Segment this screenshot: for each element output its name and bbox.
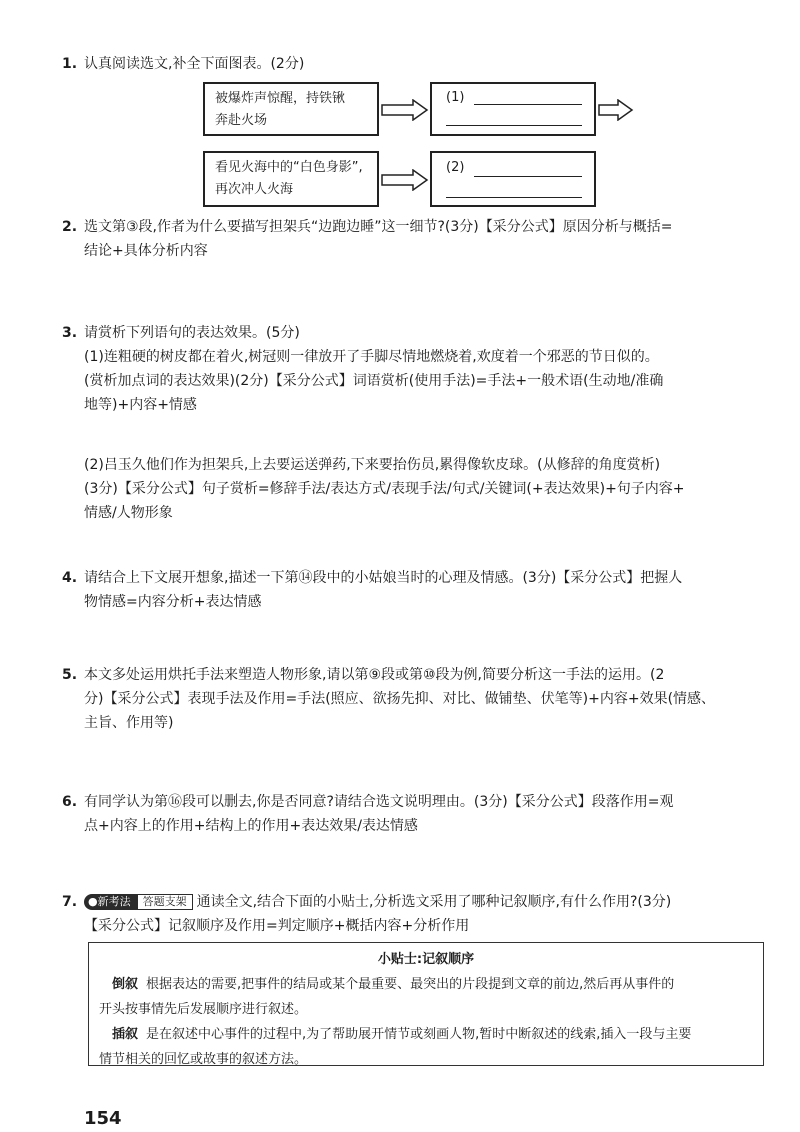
answer-blank-1b[interactable] [446, 125, 582, 126]
question-4 [62, 566, 762, 614]
event-box-1 [203, 82, 379, 136]
badge-label: 新考法 [97, 895, 131, 908]
question-line [84, 890, 762, 914]
question-line: (1)连粗硬的树皮都在着火,树冠则一律放开了手脚尽情地燃烧着,欢度着一个邪恶的节日似的。 [84, 349, 659, 365]
tip-term: 插叙 [112, 1027, 139, 1042]
question-number: 7. [62, 894, 78, 910]
question-line: 本文多处运用烘托手法来塑造人物形象,请以第⑨段或第⑩段为例,简要分析这一手法的运用。(2 [84, 667, 665, 683]
question-line: 有同学认为第⑯段可以删去,你是否同意?请结合选文说明理由。(3分)【采分公式】段落作用=观 [84, 794, 674, 810]
question-7 [62, 890, 762, 938]
event-box-1-line: 奔赴火场 [215, 113, 268, 128]
event-box-2-line: 看见火海中的“白色身影”, [215, 160, 363, 175]
tip-definition-cont: 情节相关的回忆或故事的叙述方法。 [99, 1052, 308, 1067]
blank-label-2: (2) [446, 160, 465, 175]
tip-text: 是在叙述中心事件的过程中,为了帮助展开情节或刻画人物,暂时中断叙述的线索,插入一段与主要 [146, 1027, 692, 1042]
question-line: 情感/人物形象 [84, 505, 173, 521]
question-line: (赏析加点词的表达效果)(2分)【采分公式】词语赏析(使用手法)=手法+一般术语(生动地/准确 [84, 373, 664, 389]
arrow-icon [381, 169, 429, 191]
arrow-icon [381, 99, 429, 121]
question-line: (2)吕玉久他们作为担架兵,上去要运送弹药,下来要抬伤员,累得像软皮球。(从修辞的角度赏析) [84, 457, 661, 473]
tip-text: 根据表达的需要,把事件的结局或某个最重要、最突出的片段提到文章的前边,然后再从事件的 [146, 977, 675, 992]
question-line: 分)【采分公式】表现手法及作用=手法(照应、欲扬先抑、对比、做铺垫、伏笔等)+内容+效果(情感、 [84, 691, 716, 707]
page-number: 154 [84, 1108, 122, 1129]
question-6 [62, 790, 762, 838]
answer-support-badge: 答题支架 [137, 894, 193, 910]
question-number: 6. [62, 794, 78, 810]
tip-term: 倒叙 [112, 977, 139, 992]
tip-title: 小贴士:记叙顺序 [377, 952, 475, 967]
tip-definition [99, 1022, 753, 1047]
question-line: 点+内容上的作用+结构上的作用+表达效果/表达情感 [84, 818, 418, 834]
arrow-icon [598, 99, 634, 121]
question-title: 请赏析下列语句的表达效果。(5分) [84, 325, 300, 341]
question-text: 通读全文,结合下面的小贴士,分析选文采用了哪种记叙顺序,有什么作用?(3分) [196, 894, 672, 910]
tip-box [88, 942, 764, 1066]
question-line: (3分)【采分公式】句子赏析=修辞手法/表达方式/表现手法/句式/关键词(+表达效果)+句子内容+ [84, 481, 685, 497]
question-line: 主旨、作用等) [84, 715, 174, 731]
question-number: 1. [62, 56, 78, 72]
flow-diagram [0, 0, 800, 230]
tip-definition-cont: 开头按事情先后发展顺序进行叙述。 [99, 1002, 308, 1017]
answer-blank-2a[interactable] [474, 176, 582, 177]
event-box-2-line: 再次冲人火海 [215, 182, 294, 197]
question-number: 2. [62, 219, 78, 235]
lightbulb-icon: ● [88, 895, 98, 908]
question-line: 物情感=内容分析+表达情感 [84, 594, 262, 610]
question-number: 4. [62, 570, 78, 586]
question-line: 【采分公式】记叙顺序及作用=判定顺序+概括内容+分析作用 [84, 918, 470, 934]
question-line: 选文第③段,作者为什么要描写担架兵“边跑边睡”这一细节?(3分)【采分公式】原因分析与概括= [84, 219, 673, 235]
answer-blank-2b[interactable] [446, 197, 582, 198]
event-box-2 [203, 151, 379, 207]
question-2 [62, 215, 762, 263]
event-box-1-line: 被爆炸声惊醒，持铁锹 [215, 91, 346, 106]
question-5 [62, 663, 762, 735]
blank-label-1: (1) [446, 90, 465, 105]
tip-definition [99, 972, 753, 997]
new-exam-badge [84, 894, 137, 910]
question-line: 地等)+内容+情感 [84, 397, 197, 413]
answer-blank-1a[interactable] [474, 104, 582, 105]
question-line: 结论+具体分析内容 [84, 243, 208, 259]
question-number: 3. [62, 325, 78, 341]
question-text: 认真阅读选文,补全下面图表。(2分) [84, 56, 305, 72]
question-line: 请结合上下文展开想象,描述一下第⑭段中的小姑娘当时的心理及情感。(3分)【采分公式】把握人 [84, 570, 683, 586]
question-3 [62, 321, 762, 525]
question-number: 5. [62, 667, 78, 683]
